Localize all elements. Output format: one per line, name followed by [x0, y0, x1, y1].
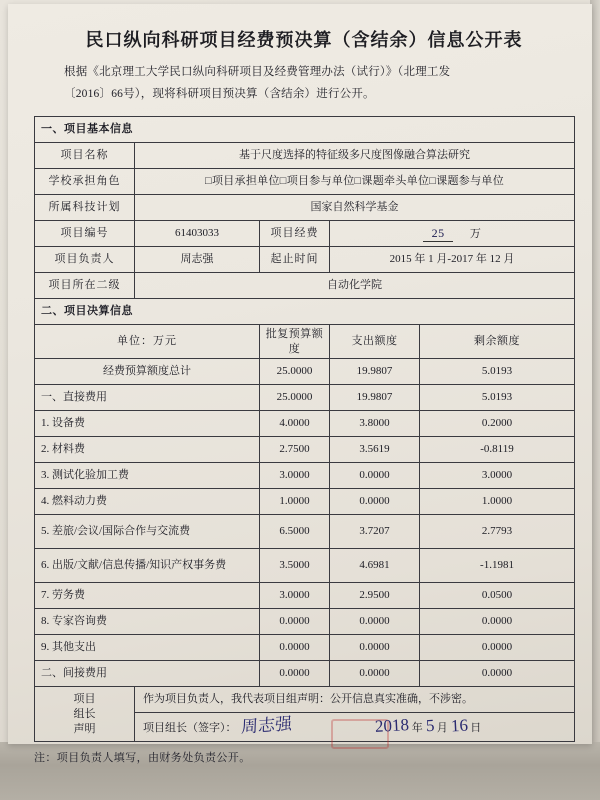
table-row: [35, 609, 575, 635]
code-label: 项目编号: [35, 220, 135, 246]
section1-heading-row: [35, 116, 575, 142]
row-label: 5. 差旅/会议/国际合作与交流费: [35, 515, 260, 549]
table-row: [35, 635, 575, 661]
declaration-label-line2: 组长: [73, 707, 96, 720]
plan-value: 国家自然科学基金: [135, 194, 575, 220]
row-role: [35, 168, 575, 194]
signature-area: [135, 713, 575, 742]
page-title: 民口纵向科研项目经费预决算（含结余）信息公开表: [85, 30, 523, 50]
row-label: 1. 设备费: [35, 411, 260, 437]
row-budget: 3.0000: [260, 583, 330, 609]
dept-value: 自动化学院: [135, 272, 575, 298]
date-month-suffix: 月: [436, 722, 448, 735]
row-remain: 5.0193: [420, 385, 575, 411]
footnote: 注：项目负责人填写，由财务处负责公开。: [34, 752, 251, 765]
row-remain: 0.2000: [420, 411, 575, 437]
row-label: 9. 其他支出: [35, 635, 260, 661]
row-remain: 0.0000: [420, 609, 575, 635]
signature-label: 项目组长（签字）：: [143, 722, 237, 735]
row-budget: 0.0000: [260, 635, 330, 661]
table-row: [35, 385, 575, 411]
date-year-suffix: 年: [411, 722, 423, 735]
row-label: 4. 燃料动力费: [35, 489, 260, 515]
row-label: 3. 测试化验加工费: [35, 463, 260, 489]
row-budget: 6.5000: [260, 515, 330, 549]
funding-label: 项目经费: [260, 220, 330, 246]
row-budget: 4.0000: [260, 411, 330, 437]
row-spent: 0.0000: [330, 489, 420, 515]
row-label: 经费预算额度总计: [35, 359, 260, 385]
row-spent: 0.0000: [330, 463, 420, 489]
section2-heading: 二、项目决算信息: [35, 298, 575, 324]
intro-line-1: 根据《北京理工大学民口纵向科研项目及经费管理办法（试行）》（北理工发: [64, 66, 451, 78]
row-spent: 2.9500: [330, 583, 420, 609]
code-value: 61403033: [135, 220, 260, 246]
period-label: 起止时间: [260, 246, 330, 272]
date-year: 2018: [374, 715, 410, 737]
row-plan: [35, 194, 575, 220]
row-spent: 0.0000: [330, 609, 420, 635]
row-leader-period: [35, 246, 575, 272]
role-label: 学校承担角色: [35, 168, 135, 194]
row-label: 2. 材料费: [35, 437, 260, 463]
table-row: [35, 359, 575, 385]
row-remain: 5.0193: [420, 359, 575, 385]
row-code-funding: [35, 220, 575, 246]
row-spent: 4.6981: [330, 549, 420, 583]
row-project-name: [35, 142, 575, 168]
row-label: 一、直接费用: [35, 385, 260, 411]
column-header-spent: 支出额度: [330, 324, 420, 359]
row-remain: -0.8119: [420, 437, 575, 463]
intro-paragraph: [34, 62, 574, 106]
funding-value: 25: [423, 225, 453, 242]
row-label: 6. 出版/文献/信息传播/知识产权事务费: [35, 549, 260, 583]
row-label: 7. 劳务费: [35, 583, 260, 609]
row-spent: 0.0000: [330, 635, 420, 661]
paper-sheet: [8, 4, 592, 765]
table-row: [35, 549, 575, 583]
declaration-text: 作为项目负责人，我代表项目组声明：公开信息真实准确，不涉密。: [135, 687, 575, 713]
declaration-label-line3: 声明: [73, 722, 96, 735]
declaration-label-line1: 项目: [73, 693, 96, 706]
row-budget: 0.0000: [260, 661, 330, 687]
row-budget: 25.0000: [260, 359, 330, 385]
date-day: 16: [449, 715, 468, 736]
row-dept: [35, 272, 575, 298]
leader-label: 项目负责人: [35, 246, 135, 272]
date-month: 5: [424, 716, 435, 736]
table-row: [35, 463, 575, 489]
row-remain: 0.0500: [420, 583, 575, 609]
project-name-label: 项目名称: [35, 142, 135, 168]
table-row: [35, 411, 575, 437]
role-value: □项目承担单位□项目参与单位□课题牵头单位□课题参与单位: [135, 168, 575, 194]
funding-value-cell: [330, 220, 575, 246]
table-row: [35, 437, 575, 463]
row-spent: 3.8000: [330, 411, 420, 437]
table-row: [35, 661, 575, 687]
row-budget: 1.0000: [260, 489, 330, 515]
row-budget: 3.0000: [260, 463, 330, 489]
row-spent: 3.5619: [330, 437, 420, 463]
table-row: [35, 583, 575, 609]
table-row: [35, 515, 575, 549]
plan-label: 所属科技计划: [35, 194, 135, 220]
column-header-remain: 剩余额度: [420, 324, 575, 359]
row-budget: 0.0000: [260, 609, 330, 635]
row-label: 二、间接费用: [35, 661, 260, 687]
row-spent: 19.9807: [330, 385, 420, 411]
main-table: [34, 116, 575, 743]
row-spent: 0.0000: [330, 661, 420, 687]
declaration-label: [35, 687, 135, 742]
row-spent: 3.7207: [330, 515, 420, 549]
row-remain: 0.0000: [420, 635, 575, 661]
document-body: [34, 26, 574, 765]
budget-table-header: [35, 324, 575, 359]
section1-heading: 一、项目基本信息: [35, 116, 575, 142]
declaration-text-row: [35, 687, 575, 713]
date-day-suffix: 日: [470, 722, 482, 735]
row-label: 8. 专家咨询费: [35, 609, 260, 635]
row-remain: 3.0000: [420, 463, 575, 489]
leader-value: 周志强: [135, 246, 260, 272]
dept-label: 项目所在二级: [35, 272, 135, 298]
table-row: [35, 489, 575, 515]
row-remain: 0.0000: [420, 661, 575, 687]
intro-line-2: 〔2016〕66号），现将科研项目预决算（含结余）进行公开。: [64, 87, 375, 100]
signature-handwriting: 周志强: [241, 714, 293, 738]
row-budget: 3.5000: [260, 549, 330, 583]
row-budget: 2.7500: [260, 437, 330, 463]
project-name-value: 基于尺度选择的特征级多尺度图像融合算法研究: [135, 142, 575, 168]
row-spent: 19.9807: [330, 359, 420, 385]
period-value: 2015 年 1 月-2017 年 12 月: [330, 246, 575, 272]
row-budget: 25.0000: [260, 385, 330, 411]
row-remain: 2.7793: [420, 515, 575, 549]
column-header-budget: 批复预算额度: [260, 324, 330, 359]
row-remain: 1.0000: [420, 489, 575, 515]
funding-unit: 万: [469, 227, 481, 240]
unit-label: 单位：万元: [35, 324, 260, 359]
row-remain: -1.1981: [420, 549, 575, 583]
section2-heading-row: [35, 298, 575, 324]
